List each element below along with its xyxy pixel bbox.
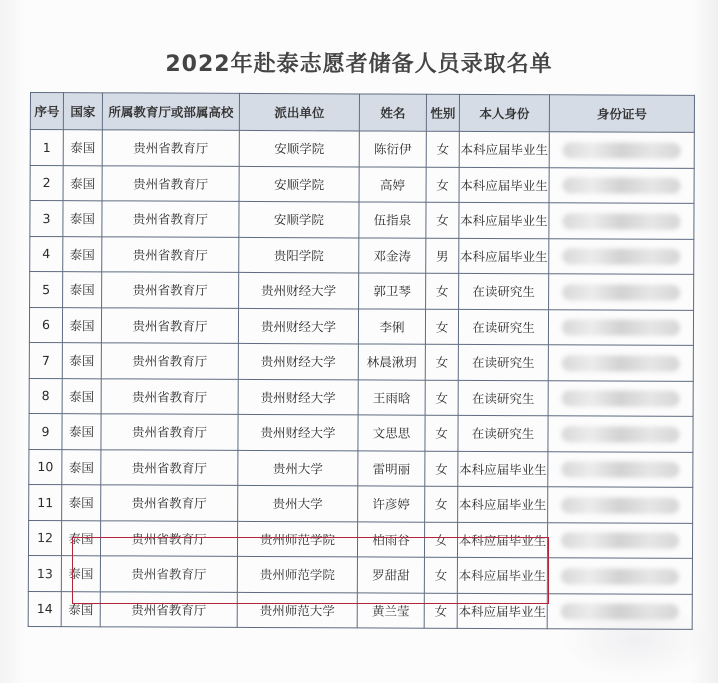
cell-gender: 女 bbox=[425, 309, 458, 345]
cell-gender: 女 bbox=[425, 451, 458, 487]
header-name: 姓名 bbox=[359, 94, 426, 131]
cell-dept: 贵州省教育厅 bbox=[102, 165, 239, 201]
cell-country: 泰国 bbox=[61, 591, 100, 627]
cell-gender: 女 bbox=[426, 202, 459, 238]
cell-dept: 贵州省教育厅 bbox=[102, 272, 239, 308]
cell-name: 柏雨谷 bbox=[357, 521, 424, 557]
redacted-id-blur bbox=[562, 248, 680, 265]
redacted-id-blur bbox=[562, 390, 680, 407]
cell-country: 泰国 bbox=[61, 520, 100, 556]
cell-unit: 安顺学院 bbox=[239, 201, 359, 237]
cell-name: 邓金涛 bbox=[359, 237, 426, 273]
cell-gender: 女 bbox=[424, 557, 457, 593]
cell-name: 高婷 bbox=[359, 166, 426, 202]
cell-country: 泰国 bbox=[62, 449, 101, 485]
cell-identity: 在读研究生 bbox=[459, 273, 549, 309]
redacted-id-blur bbox=[563, 177, 681, 194]
header-identity: 本人身份 bbox=[459, 94, 549, 131]
cell-gender: 女 bbox=[425, 415, 458, 451]
redacted-id-blur bbox=[562, 284, 680, 301]
cell-idnumber-redacted bbox=[547, 522, 692, 558]
cell-dept: 贵州省教育厅 bbox=[102, 201, 239, 237]
cell-no: 1 bbox=[30, 130, 63, 166]
cell-unit: 贵州大学 bbox=[238, 485, 358, 521]
cell-no: 7 bbox=[29, 342, 62, 378]
redacted-id-blur bbox=[562, 355, 680, 372]
cell-identity: 在读研究生 bbox=[458, 344, 548, 380]
table-row bbox=[30, 165, 694, 203]
cell-dept: 贵州省教育厅 bbox=[100, 520, 237, 556]
cell-dept: 贵州省教育厅 bbox=[101, 414, 238, 450]
cell-idnumber-redacted bbox=[549, 132, 694, 168]
cell-idnumber-redacted bbox=[549, 274, 694, 310]
document-title: 2022年赴泰志愿者储备人员录取名单 bbox=[165, 52, 553, 77]
cell-gender: 女 bbox=[426, 131, 459, 167]
cell-name: 王雨晗 bbox=[358, 379, 425, 415]
cell-identity: 在读研究生 bbox=[458, 380, 548, 416]
redacted-id-blur bbox=[563, 142, 681, 159]
cell-name: 林晨湫玥 bbox=[358, 344, 425, 380]
cell-unit: 贵州师范学院 bbox=[237, 556, 357, 592]
cell-idnumber-redacted bbox=[549, 203, 694, 239]
cell-name: 罗甜甜 bbox=[357, 557, 424, 593]
cell-gender: 男 bbox=[426, 238, 459, 274]
table-row bbox=[29, 307, 693, 345]
redacted-id-blur bbox=[561, 532, 679, 549]
cell-dept: 贵州省教育厅 bbox=[102, 236, 239, 272]
table-row bbox=[29, 378, 693, 416]
cell-country: 泰国 bbox=[63, 165, 102, 201]
cell-dept: 贵州省教育厅 bbox=[101, 485, 238, 521]
cell-identity: 本科应届毕业生 bbox=[459, 131, 549, 167]
cell-no: 13 bbox=[28, 555, 61, 591]
cell-identity: 本科应届毕业生 bbox=[457, 557, 547, 593]
redacted-id-blur bbox=[562, 319, 680, 336]
cell-idnumber-redacted bbox=[549, 238, 694, 274]
cell-unit: 安顺学院 bbox=[239, 130, 359, 166]
cell-gender: 女 bbox=[424, 593, 457, 629]
cell-country: 泰国 bbox=[62, 307, 101, 343]
cell-unit: 贵州大学 bbox=[238, 450, 358, 486]
cell-gender: 女 bbox=[425, 486, 458, 522]
cell-unit: 安顺学院 bbox=[239, 166, 359, 202]
cell-dept: 贵州省教育厅 bbox=[101, 378, 238, 414]
cell-identity: 本科应届毕业生 bbox=[457, 593, 547, 629]
cell-country: 泰国 bbox=[63, 236, 102, 272]
cell-no: 14 bbox=[28, 591, 61, 627]
header-idnumber: 身份证号 bbox=[549, 95, 694, 133]
table-row bbox=[29, 484, 693, 522]
cell-unit: 贵州财经大学 bbox=[238, 379, 358, 415]
cell-unit: 贵州财经大学 bbox=[238, 343, 358, 379]
cell-dept: 贵州省教育厅 bbox=[100, 556, 237, 592]
cell-identity: 本科应届毕业生 bbox=[459, 238, 549, 274]
cell-identity: 本科应届毕业生 bbox=[459, 202, 549, 238]
cell-no: 3 bbox=[30, 201, 63, 237]
table-row bbox=[28, 520, 692, 558]
table-row bbox=[30, 201, 694, 239]
cell-idnumber-redacted bbox=[548, 309, 693, 345]
cell-unit: 贵州财经大学 bbox=[239, 272, 359, 308]
cell-name: 李俐 bbox=[358, 308, 425, 344]
table-row bbox=[30, 272, 694, 310]
cell-name: 伍指泉 bbox=[359, 202, 426, 238]
cell-idnumber-redacted bbox=[549, 167, 694, 203]
cell-identity: 在读研究生 bbox=[458, 415, 548, 451]
cell-identity: 本科应届毕业生 bbox=[457, 522, 547, 558]
cell-gender: 女 bbox=[425, 344, 458, 380]
cell-unit: 贵州财经大学 bbox=[238, 414, 358, 450]
cell-country: 泰国 bbox=[63, 272, 102, 308]
redacted-id-blur bbox=[561, 568, 679, 585]
cell-gender: 女 bbox=[426, 167, 459, 203]
table-row bbox=[29, 449, 693, 487]
cell-idnumber-redacted bbox=[548, 380, 693, 416]
cell-country: 泰国 bbox=[63, 130, 102, 166]
header-country: 国家 bbox=[63, 93, 102, 130]
cell-no: 5 bbox=[30, 272, 63, 308]
cell-identity: 本科应届毕业生 bbox=[458, 451, 548, 487]
table-row bbox=[30, 236, 694, 274]
cell-idnumber-redacted bbox=[548, 416, 693, 452]
header-dept: 所属教育厅或部属高校 bbox=[102, 93, 239, 131]
cell-name: 陈衍伊 bbox=[359, 131, 426, 167]
cell-country: 泰国 bbox=[61, 556, 100, 592]
cell-no: 10 bbox=[29, 449, 62, 485]
cell-name: 黄兰莹 bbox=[357, 592, 424, 628]
cell-unit: 贵州师范大学 bbox=[237, 592, 357, 628]
cell-dept: 贵州省教育厅 bbox=[101, 307, 238, 343]
redacted-id-blur bbox=[562, 213, 680, 230]
header-gender: 性别 bbox=[426, 94, 459, 131]
cell-name: 文思思 bbox=[358, 415, 425, 451]
cell-unit: 贵州财经大学 bbox=[238, 308, 358, 344]
roster-body bbox=[28, 130, 694, 630]
header-row bbox=[30, 93, 694, 133]
cell-gender: 女 bbox=[424, 522, 457, 558]
cell-no: 6 bbox=[29, 307, 62, 343]
cell-idnumber-redacted bbox=[548, 345, 693, 381]
cell-identity: 在读研究生 bbox=[458, 309, 548, 345]
table-row bbox=[29, 413, 693, 451]
table-row bbox=[30, 130, 694, 168]
cell-idnumber-redacted bbox=[547, 558, 692, 594]
cell-name: 雷明丽 bbox=[358, 450, 425, 486]
header-no: 序号 bbox=[30, 93, 63, 130]
faded-stamp bbox=[560, 600, 710, 680]
cell-gender: 女 bbox=[425, 380, 458, 416]
cell-country: 泰国 bbox=[62, 378, 101, 414]
cell-idnumber-redacted bbox=[548, 451, 693, 487]
cell-no: 2 bbox=[30, 165, 63, 201]
cell-country: 泰国 bbox=[63, 201, 102, 237]
redacted-id-blur bbox=[561, 461, 679, 478]
cell-dept: 贵州省教育厅 bbox=[101, 343, 238, 379]
cell-no: 8 bbox=[29, 378, 62, 414]
cell-identity: 本科应届毕业生 bbox=[459, 167, 549, 203]
cell-no: 12 bbox=[28, 520, 61, 556]
cell-country: 泰国 bbox=[62, 343, 101, 379]
cell-name: 许彦婷 bbox=[358, 486, 425, 522]
cell-unit: 贵阳学院 bbox=[239, 237, 359, 273]
cell-no: 9 bbox=[29, 413, 62, 449]
cell-unit: 贵州师范学院 bbox=[237, 521, 357, 557]
roster-table bbox=[28, 92, 695, 630]
cell-dept: 贵州省教育厅 bbox=[102, 130, 239, 166]
cell-idnumber-redacted bbox=[548, 487, 693, 523]
cell-dept: 贵州省教育厅 bbox=[100, 591, 237, 627]
header-unit: 派出单位 bbox=[239, 93, 359, 131]
cell-no: 11 bbox=[29, 484, 62, 520]
redacted-id-blur bbox=[561, 426, 679, 443]
cell-gender: 女 bbox=[426, 273, 459, 309]
cell-country: 泰国 bbox=[62, 485, 101, 521]
cell-name: 郭卫琴 bbox=[359, 273, 426, 309]
cell-no: 4 bbox=[30, 236, 63, 272]
cell-country: 泰国 bbox=[62, 414, 101, 450]
cell-dept: 贵州省教育厅 bbox=[101, 449, 238, 485]
cell-identity: 本科应届毕业生 bbox=[458, 486, 548, 522]
table-row bbox=[28, 555, 692, 593]
redacted-id-blur bbox=[561, 497, 679, 514]
table-row bbox=[29, 342, 693, 380]
